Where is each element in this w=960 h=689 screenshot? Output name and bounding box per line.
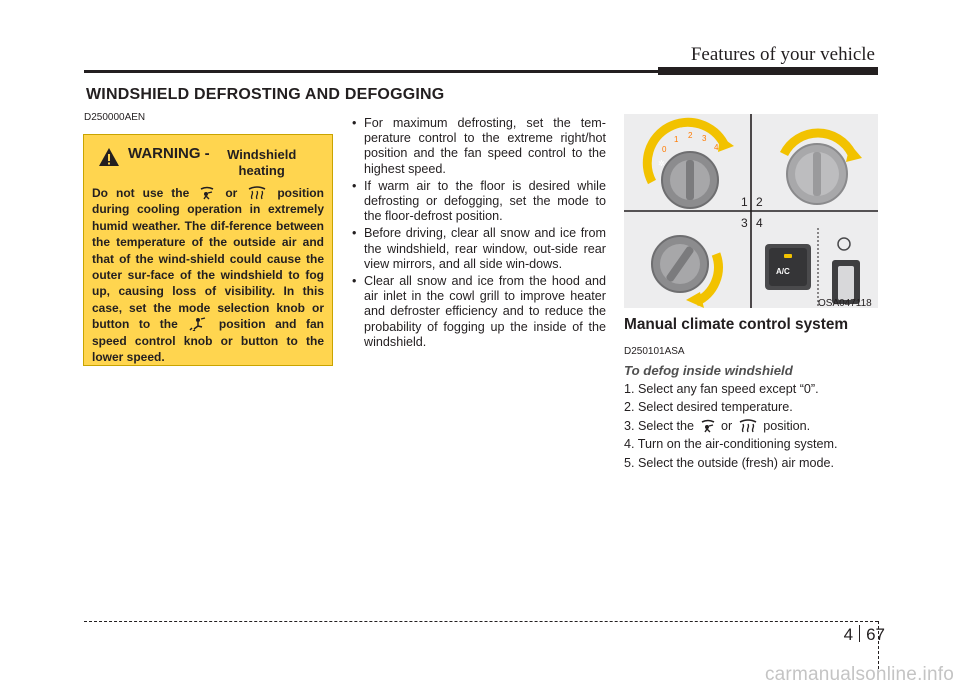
subsection-title: Manual climate control system — [624, 316, 849, 333]
warning-label: WARNING - — [128, 145, 210, 162]
defrost-icon — [247, 186, 267, 200]
ac-button-panel — [765, 228, 860, 308]
warning-text: Do not use the or position during cooling operation in extremely humid weather. The dif-ference between the temperature of the outside air and that of the wind-shield could cause the outer sur-face of the windshield to fog up, causing loss of visibility. In this case, set the mode selection knob or button to the position and fan speed control knob or button to the lower speed. — [92, 186, 324, 365]
mode-knob — [652, 236, 718, 308]
running-header: Features of your vehicle — [690, 44, 875, 65]
manual-climate-section — [624, 316, 880, 472]
figure-label: 4 — [756, 216, 763, 230]
figure-label: 2 — [756, 195, 763, 209]
temperature-knob — [784, 133, 862, 204]
ac-label: A/C — [776, 267, 790, 276]
defog-mode-icon — [700, 419, 716, 433]
climate-control-illustration — [624, 114, 878, 308]
fan-speed-knob — [647, 122, 734, 208]
page-number — [844, 625, 885, 645]
fan-number: 4 — [714, 143, 719, 152]
figure-code: OSA047118 — [818, 298, 872, 309]
footer-rule — [84, 621, 878, 622]
fan-number: 3 — [702, 134, 707, 143]
chapter-number: 4 — [843, 625, 854, 644]
step-2: 2. Select desired temperature. — [624, 400, 793, 415]
bullet-list — [352, 116, 606, 352]
section-code: D250000AEN — [84, 112, 146, 123]
list-item: • Before driving, clear all snow and ice from the windshield, rear window, out-side rear view mirrors, and all side win-dows. — [352, 226, 606, 272]
page-count: 67 — [866, 625, 885, 644]
step-5: 5. Select the outside (fresh) air mode. — [624, 455, 834, 470]
watermark: carmanualsonline.info — [764, 664, 954, 685]
svg-text:✲: ✲ — [658, 159, 665, 168]
defrost-icon — [738, 419, 758, 433]
page-separator — [859, 625, 860, 642]
climate-control-figure — [624, 114, 878, 308]
figure-label: 3 — [741, 216, 748, 230]
list-item: • If warm air to the floor is desired while defrosting or defogging, set the mode to the floor-defrost position. — [352, 179, 606, 225]
step-1: 1. Select any fan speed except “0”. — [624, 382, 819, 396]
header-rule-thick — [658, 67, 878, 75]
fan-number: 0 — [662, 145, 667, 154]
subsection-code: D250101ASA — [624, 346, 685, 357]
section-title: WINDSHIELD DEFROSTING AND DEFOGGING — [86, 86, 445, 103]
step-4: 4. Turn on the air-conditioning system. — [624, 437, 838, 452]
list-item: • Clear all snow and ice from the hood and air inlet in the cowl grill to improve heater and defroster efficiency and to reduce the probability of fogging up the inside of the windshield. — [352, 274, 606, 350]
figure-label: 1 — [741, 195, 748, 209]
floor-mode-icon — [189, 317, 207, 331]
list-item: • For maximum defrosting, set the tem-perature control to the extreme right/hot position and the fan speed control to the highest speed. — [352, 116, 606, 177]
fan-number: 1 — [674, 135, 679, 144]
step-3: 3. Select the or position. — [624, 418, 811, 433]
warning-triangle-icon — [98, 147, 120, 167]
fan-number: 2 — [688, 131, 693, 140]
procedure-title: To defog inside windshield — [624, 363, 793, 378]
warning-box — [83, 134, 333, 366]
warning-subtitle: Windshield heating — [227, 147, 297, 178]
defog-mode-icon — [199, 186, 215, 200]
